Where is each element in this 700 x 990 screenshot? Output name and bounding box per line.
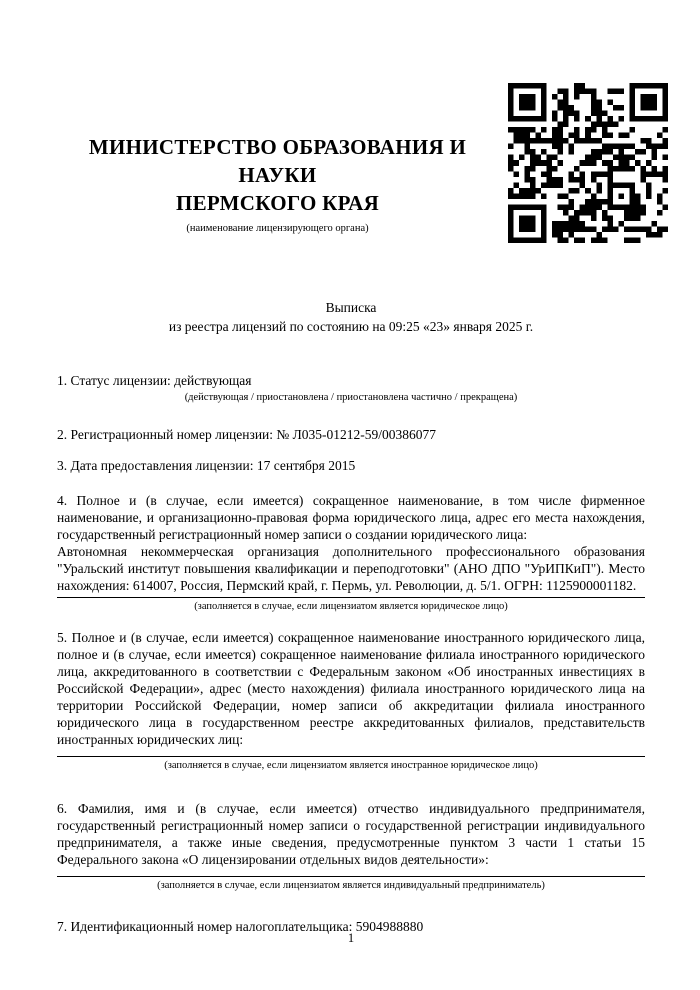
field-entrepreneur-underline — [57, 876, 645, 877]
field-legal-entity-label: 4. Полное и (в случае, если имеется) сокращенное наименование, в том числе фирменное наименование, и организационно-правовая форма юридического лица, адрес его места нахождения, государственный регистрационный номер записи о создании юридического лица: — [57, 493, 645, 542]
field-entrepreneur-caption: (заполняется в случае, если лицензиатом является индивидуальный предприниматель) — [157, 880, 545, 891]
extract-title: Выписка — [325, 300, 377, 315]
field-grant-date: 3. Дата предоставления лицензии: 17 сентября 2015 — [57, 458, 356, 473]
field-registration-number: 2. Регистрационный номер лицензии: № Л035-01212-59/00386077 — [57, 427, 437, 442]
licensing-authority-caption: (наименование лицензирующего органа) — [186, 223, 369, 234]
qr-code-icon — [508, 83, 668, 243]
extract-subtitle: из реестра лицензий по состоянию на 09:25 «23» января 2025 г. — [168, 319, 534, 334]
field-legal-entity-underline — [57, 597, 645, 598]
licensing-authority-block — [57, 83, 508, 235]
field-foreign-entity-label: 5. Полное и (в случае, если имеется) сокращенное наименование иностранного юридического лица, полное и (в случае, если имеется) сокращенное наименование филиала иностранного юридического лица, аккредитованного в соответствии с Федеральным законом «Об иностранных инвестициях в Российской Федерации», адрес (место нахождения) филиала иностранного юридического лица на территории Российской Федерации, номер записи об аккредитации филиала иностранного юридического лица в государственном реестре аккредитованных филиалов, представительств иностранных юридических лиц: — [57, 630, 645, 747]
field-foreign-entity-caption: (заполняется в случае, если лицензиатом является иностранное юридическое лицо) — [164, 760, 538, 771]
document-body — [57, 298, 645, 935]
page-number: 1 — [347, 931, 355, 945]
field-license-status: 1. Статус лицензии: действующая — [57, 373, 252, 388]
ministry-title-line1: МИНИСТЕРСТВО ОБРАЗОВАНИЯ И НАУКИ — [88, 135, 467, 187]
field-foreign-entity-underline — [57, 756, 645, 757]
field-entrepreneur-label: 6. Фамилия, имя и (в случае, если имеется) отчество индивидуального предпринимателя, государственный регистрационный номер записи о государственной регистрации индивидуального предпринимателя, а также иные сведения, предусмотренные пунктом 3 части 1 статьи 15 Федерального закона «О лицензировании отдельных видов деятельности»: — [57, 801, 645, 867]
document-header — [57, 83, 668, 243]
ministry-title-line2: ПЕРМСКОГО КРАЯ — [175, 191, 380, 215]
field-legal-entity-caption: (заполняется в случае, если лицензиатом является юридическое лицо) — [194, 601, 508, 612]
extract-heading — [57, 298, 645, 336]
field-legal-entity-value: Автономная некоммерческая организация дополнительного профессионального образования "Уральский институт повышения квалификации и переподготовки" (АНО ДПО "УрИПКиП"). Место нахождения: 614007, Россия, Пермский край, г. Пермь, ул. Революции, д. 5/1. ОГРН: 1125900001182. — [57, 544, 645, 593]
field-license-status-caption: (действующая / приостановлена / приостановлена частично / прекращена) — [184, 392, 518, 403]
field-taxpayer-number: 7. Идентификационный номер налогоплательщика: 5904988880 — [57, 919, 424, 934]
